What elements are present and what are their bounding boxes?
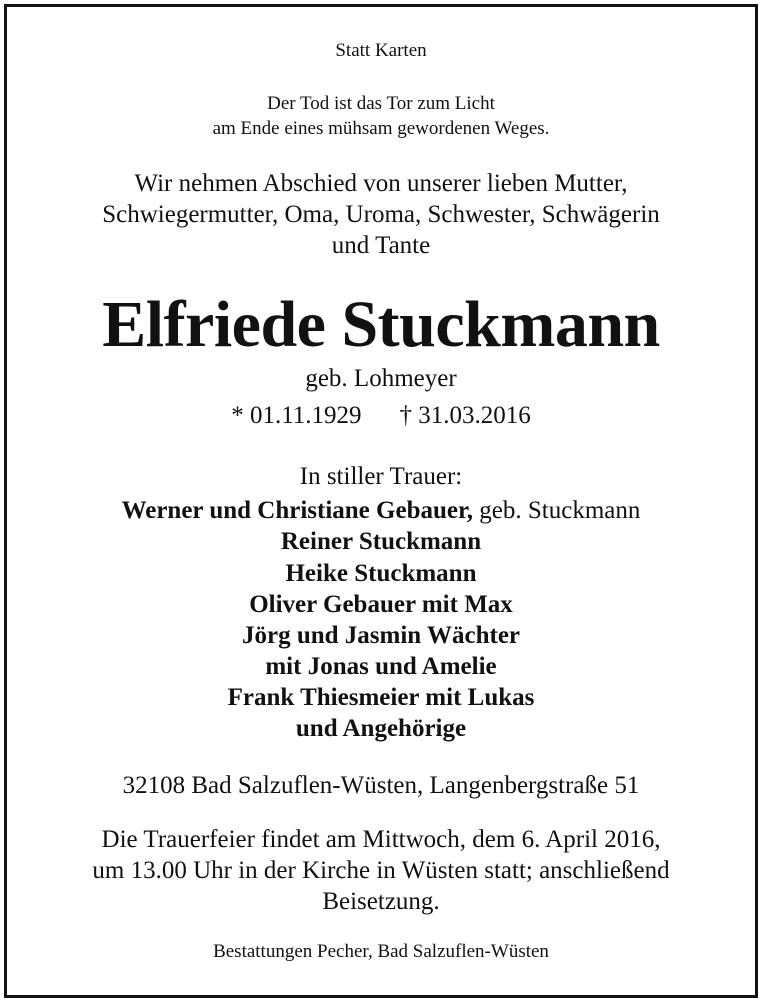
mourning-label: In stiller Trauer: [299, 463, 463, 490]
mourner-primary-maiden: geb. Stuckmann [473, 497, 641, 524]
deceased-name: Elfriede Stuckmann [102, 288, 660, 361]
mourner-line-6: mit Jonas und Amelie [265, 653, 497, 680]
quote-line-1: Der Tod ist das Tor zum Licht [267, 93, 495, 114]
life-dates [0, 402, 762, 430]
intro-line-2: Schwiegermutter, Oma, Uroma, Schwester, Schwägerin [102, 201, 660, 228]
mourner-line-1 [0, 497, 762, 525]
quote-line-2: am Ende eines mühsam gewordenen Weges. [212, 118, 550, 139]
header-text: Statt Karten [335, 40, 427, 61]
intro-line-3: und Tante [331, 232, 431, 259]
mourner-line-8: und Angehörige [295, 715, 467, 742]
mourner-line-7: Frank Thiesmeier mit Lukas [227, 684, 535, 711]
ceremony-line-2: um 13.00 Uhr in der Kirche in Wüsten statt; anschließend [92, 857, 670, 884]
mourner-line-3: Heike Stuckmann [285, 560, 477, 587]
mourner-primary: Werner und Christiane Gebauer, [121, 497, 474, 524]
mourner-line-5: Jörg und Jasmin Wächter [241, 622, 521, 649]
intro-line-1: Wir nehmen Abschied von unserer lieben Mutter, [134, 170, 628, 197]
maiden-name: geb. Lohmeyer [305, 365, 457, 392]
death-date: † 31.03.2016 [399, 402, 531, 429]
mourner-line-2: Reiner Stuckmann [280, 528, 482, 555]
mourner-line-4: Oliver Gebauer mit Max [249, 591, 513, 618]
ceremony-line-1: Die Trauerfeier findet am Mittwoch, dem 6. April 2016, [101, 826, 661, 853]
ceremony-line-3: Beisetzung. [322, 888, 440, 915]
birth-date: * 01.11.1929 [231, 402, 362, 429]
funeral-home: Bestattungen Pecher, Bad Salzuflen-Wüsten [213, 941, 549, 962]
address: 32108 Bad Salzuflen-Wüsten, Langenbergstraße 51 [122, 772, 640, 799]
